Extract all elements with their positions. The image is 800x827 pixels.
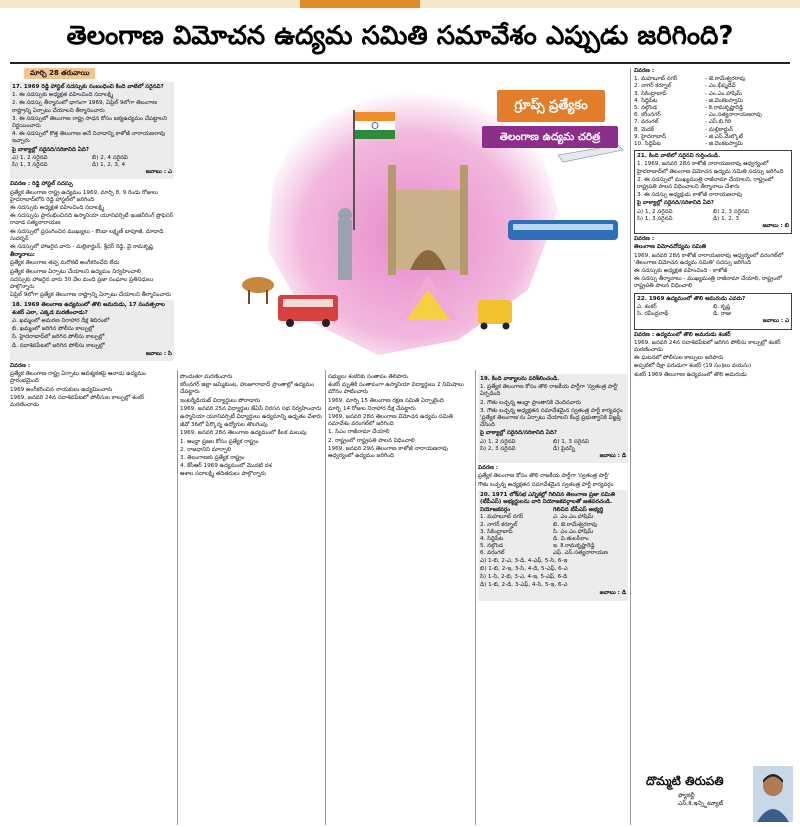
q17-option: సి) 1, 3 సరైనవి xyxy=(12,162,48,169)
bus-vehicle xyxy=(278,295,338,327)
candidate-name: - జి.వెంకటస్వామి xyxy=(705,141,744,148)
q18-option: బి. ఖమ్మంలో జరిగిన పోలీసు కాల్పుల్లో xyxy=(12,326,95,333)
q20-constituency: 4. సిద్దిపేట xyxy=(480,536,504,543)
explanation-2-item: 1969, జనవరి 24న సదాశివపేటలో పోలీసుల కాల్పుల్లో శంకర్ మరణించాడు xyxy=(10,394,145,408)
q17-item: 1. ఈ సదస్సుకు అధ్యక్షత వహించింది సదాలక్ష్మి xyxy=(12,92,114,99)
author-institute: ఎస్.కె.ఇన్స్టిట్యూట్ xyxy=(678,800,724,807)
q20-constituency: 5. నల్గొండ xyxy=(480,543,503,550)
q17-answer: జవాబు : ఎ xyxy=(145,169,172,176)
q20-constituency: 2. నాగర్ కర్నూల్ xyxy=(480,521,518,528)
constituency-name: 6. కరీంనగర్ xyxy=(634,112,661,119)
decision-item: ఏప్రిల్ 9లోగా ప్రత్యేక తెలంగాణ రాష్ట్రాన్ని ఏర్పాటు చేయాలని తీర్మానించారు xyxy=(10,292,171,299)
body-text: సభ్యులు శంకర్‌కు సంతాపం తెలిపారు xyxy=(328,374,408,380)
candidate-name: - ఎం.సత్యనారాయణరావు xyxy=(705,112,762,119)
question-20-block xyxy=(478,490,628,601)
explanation-label: వివరణ : xyxy=(478,465,499,472)
auto-rickshaw xyxy=(478,300,512,330)
q20-match-table xyxy=(480,514,626,557)
body-text: 1969, జనవరి 28న తెలంగాణ విమోచన ఉద్యమ సమితి సమావేశం వరంగల్‌లో జరిగింది xyxy=(328,414,453,428)
q19-option: బి) 1, 3 సరైనవి xyxy=(553,438,589,445)
body-text: జీవో 36లో పేర్కొన్న ఉద్యోగుల తొలగింపు xyxy=(180,422,268,429)
q21-item: 2. ఈ సదస్సులో ముఖ్యమంత్రి రాజీనామా చేయాలని, రాష్ట్రంలో రాష్ట్రపతి పాలన విధించాలని తీర్మానాలు చేశారు xyxy=(637,176,774,191)
question-17-text: 17. 1969 రెడ్డి హాస్టల్ సదస్సుకు సంబంధించి కింది వాటిలో సరైనవి? xyxy=(12,84,164,90)
q19-answer: జవాబు : డి xyxy=(599,453,626,460)
q18-option: ఎ. ఖమ్మంలో అమరణ నిరాహార దీక్ష శిబిరంలో xyxy=(12,317,110,324)
q20-candidate: ఎ. ఎం.ఎం.హాషిమ్ xyxy=(553,514,594,521)
q22-option: బి. కృష్ణ xyxy=(713,303,731,310)
explanation-2-item: ఈ సదస్సు తీర్మానాలు - ముఖ్యమంత్రి రాజీనామా చేయాలి, రాష్ట్రంలో రాష్ట్రపతి పాలన విధించాలి xyxy=(634,276,782,290)
q18-option: సి. హైదరాబాద్‌లో జరిగిన పోలీసు కాల్పుల్లో xyxy=(12,334,105,341)
candidate-name: - ఎం.ఎం.హాషిమ్ xyxy=(705,90,742,97)
constituency-row xyxy=(634,83,792,90)
constituency-row xyxy=(634,141,792,148)
list-item: 1. ఆంధ్రా ప్రజల కోసం ప్రత్యేక రాష్ట్రం xyxy=(180,438,259,445)
list-item: 3. తెలంగాణకు ప్రత్యేక రాష్ట్రం xyxy=(180,455,245,462)
candidate-name: - మల్లికార్జున్ xyxy=(705,126,733,133)
continued-tag: మార్చి 28 తరువాయి xyxy=(24,68,95,79)
q21-item: 1. 1969, జనవరి 28న కాళోజీ నారాయణరావు ఆధ్వర్యంలో హైదరాబాద్‌లో తెలంగాణ విమోచన ఉద్యమ సమితి సదస్సు జరిగింది xyxy=(637,161,784,175)
q20-header-right: గెలిచిన టీపీఎస్ అభ్యర్థి xyxy=(553,507,604,514)
q19-option: సి) 2, 3 సరైనవి xyxy=(480,445,516,452)
constituency-row xyxy=(634,127,792,134)
q20-candidate: ఇ. కె.రామకృష్ణారెడ్డి xyxy=(553,543,595,550)
top-color-strip xyxy=(0,0,800,8)
q21-prompt: పై వాక్యాల్లో సరైనది/సరికానిది ఏది? xyxy=(637,200,715,207)
q21-option: ఎ) 1, 2 సరైనవి xyxy=(637,208,673,215)
explanation-3-item: 1969, జనవరి 24న సదాశివపేటలో జరిగిన పోలీసు కాల్పుల్లో శంకర్ మరణించాడు xyxy=(634,339,781,353)
q20-header-left: నియోజకవర్గం xyxy=(480,507,511,514)
constituency-name: 3. సికింద్రాబాద్ xyxy=(634,90,667,97)
constituency-name: 9. హైదరాబాద్ xyxy=(634,133,667,140)
constituency-name: 4. సిద్దిపేట xyxy=(634,97,658,104)
candidate-name: - జి.వెంకటస్వామి xyxy=(705,97,744,104)
explanation-3-item: శంకర్ 1969 తెలంగాణ ఉద్యమంలో తొలి అమరుడు xyxy=(634,371,747,378)
column-3 xyxy=(328,374,472,824)
question-21-block xyxy=(634,150,792,234)
constituency-name: 2. నాగర్ కర్నూల్ xyxy=(634,83,672,90)
column-divider-3 xyxy=(475,370,476,825)
constituency-row xyxy=(634,91,792,98)
body-text: ఇంటర్మీడియట్ విద్యార్థులు పోరాడారు xyxy=(180,397,261,404)
explanation-item: ఈ సదస్సుకు అధ్యక్షత వహించింది సదాలక్ష్మి xyxy=(10,205,105,212)
question-19-text: 19. కింది వాక్యాలను పరిశీలించండి. xyxy=(480,376,560,382)
headline-rule xyxy=(10,62,790,64)
body-text: శంకర్ మృతికి సంతాపంగా ఉస్మానియా విద్యార్థులు 2 నిమిషాలు మౌనం పాటించారు xyxy=(328,382,464,396)
question-22-text: 22. 1969 ఉద్యమంలో తొలి అమరుడు ఎవరు? xyxy=(637,295,746,302)
q20-constituency: 1. మహబూబ్ నగర్ xyxy=(480,514,524,521)
author-box xyxy=(638,766,793,822)
q19-item: 1. ప్రత్యేక తెలంగాణ కోసం తొలి రాజకీయ పార్టీగా 'స్వతంత్ర పార్టీ' ఏర్పడింది xyxy=(480,384,619,398)
author-photo xyxy=(753,766,793,822)
explanation-item: గౌతు లచ్చన్న అధ్యక్షతన సమావేశమైన స్వతంత్ర పార్టీ కార్యవర్గం xyxy=(478,481,614,488)
explanation-2-item: 1969 అంగీకరించిన నాయకులు ఉద్యమించారు xyxy=(10,386,113,393)
constituency-row xyxy=(634,119,792,126)
explanation-label: వివరణ : xyxy=(634,68,655,74)
explanation-2-label: వివరణ : xyxy=(634,236,655,243)
body-text: ఉస్మానియా యూనివర్సిటీ విద్యార్థులు ఉద్యమాన్ని ఉధృతం చేశారు xyxy=(180,414,322,421)
constituency-list xyxy=(634,76,792,148)
q20-constituency: 3. సికింద్రాబాద్ xyxy=(480,528,513,535)
candidate-name: - ఎస్.బి.గిరి xyxy=(705,119,732,126)
statue-figure xyxy=(338,208,352,280)
q22-option: డి. రాజు xyxy=(713,311,732,318)
explanation-2-item: ఈ సదస్సుకు అధ్యక్షత వహించింది - కాళోజీ xyxy=(634,268,728,275)
column-2 xyxy=(180,374,322,824)
q20-table-row xyxy=(480,529,626,536)
q18-option: డి. సదాశివపేటలో జరిగిన పోలీసు కాల్పుల్లో xyxy=(12,342,105,349)
q21-answer: జవాబు : బి xyxy=(762,223,789,230)
explanation-3-item: ఈ ఘటనలో పోలీసుల కాల్పులు జరిపారు xyxy=(634,355,724,362)
explanation-item: ప్రత్యేక తెలంగాణ కోసం తొలి రాజకీయ పార్టీగా 'స్వతంత్ర పార్టీ' xyxy=(478,473,610,480)
explanation-label: వివరణ : రెడ్డి హాస్టల్ సదస్సు xyxy=(10,181,73,188)
q20-table-row xyxy=(480,522,626,529)
metro-train xyxy=(508,220,618,240)
q17-option: బి) 2, 4 సరైనవి xyxy=(92,154,128,161)
q20-constituency: 6. వరంగల్ xyxy=(480,550,505,557)
q19-option: ఎ) 1, 2 సరైనవి xyxy=(480,438,516,445)
constituency-row xyxy=(634,98,792,105)
body-text: ఆశాల సదాలక్ష్మి తదితరులు పాల్గొన్నారు xyxy=(180,471,266,478)
explanation-2-item: 1969, జనవరి 28న కాళోజీ నారాయణరావు ఆధ్వర్యంలో వరంగల్‌లో 'తెలంగాణ విమోచన ఉద్యమ సమితి' సదస్సు జరిగింది xyxy=(634,252,784,266)
explanation-3-item: అప్పటిలో దీక్షా పరుడుగా శంకర్ (19 సం॥లు వయసు) xyxy=(634,363,752,370)
body-text: 1969, జనవరి 25న విద్యార్థుల జేఏసీ నిరసన సభ నిర్వహించారు xyxy=(180,405,322,412)
q18-answer: జవాబు : సి xyxy=(145,350,172,357)
q19-option: డి) పైవన్నీ xyxy=(553,445,575,452)
body-text: 1969, జనవరి 28న తెలంగాణ ఉద్యమంలో కీలక మలుపు xyxy=(180,430,307,437)
candidate-name: - జె.రామేశ్వరరావు xyxy=(705,76,746,83)
q20-option: డి) 1-బి, 2-డి, 3-ఎఫ్, 4-సి, 5-ఇ, 6-ఎ xyxy=(480,582,568,589)
explanation-item: ప్రత్యేక తెలంగాణ రాష్ట్ర ఉద్యమం 1969, మార్చి 8, 9 రెండు రోజులు హైదరాబాద్‌లోని రెడ్డి హాస్టల్‌లో జరిగింది xyxy=(10,189,158,203)
explanation-3-label: వివరణ : ఉద్యమంలో తొలి అమరుడు శంకర్ xyxy=(634,331,731,338)
candidate-name: - కె.రామకృష్ణారెడ్డి xyxy=(705,105,743,112)
q22-answer: జవాబు : ఎ xyxy=(762,318,789,325)
explanation-2-label: వివరణ : xyxy=(10,362,31,369)
column-5 xyxy=(634,68,792,764)
body-text: మార్చి 14 రోజుల నిరాహార దీక్ష చేపట్టారు xyxy=(328,405,416,412)
list-item: 2. రాజధానిని మార్చాలి xyxy=(180,446,232,453)
groups-special-badge: గ్రూప్స్ ప్రత్యేకం xyxy=(497,90,605,122)
decision-item: సదస్సుకు హాజరైన వారు 30 వేల మంది ప్రజా సంఘాల ప్రతినిధులు పాల్గొన్నారు xyxy=(10,276,154,291)
list-item: 1. సిఎం రాజీనామా చేయాలి xyxy=(328,429,390,436)
decisions-label: తీర్మానాలు: xyxy=(10,252,35,259)
constituency-name: 7. వరంగల్ xyxy=(634,119,659,126)
q20-option: సి) 1-సి, 2-బి, 3-ఎ, 4-ఇ, 5-ఎఫ్, 6-డి xyxy=(480,574,568,581)
q21-option: బి) 2, 3 సరైనవి xyxy=(713,208,749,215)
explanation-item: ఈ సదస్సులో ప్రసంగించిన ముఖ్యులు - కొండా లక్ష్మణ్ బాపూజీ, మాదాడి సుదర్శన్ xyxy=(10,228,164,242)
decision-item: ప్రత్యేక తెలంగాణ తప్ప మరొకటి అంగీకరించేది లేదు xyxy=(10,260,120,267)
q21-option: డి) 1, 2, 3 xyxy=(713,215,739,222)
author-role: ఫ్యాకల్టీ xyxy=(678,792,695,799)
list-item: 2. రాష్ట్రంలో రాష్ట్రపతి పాలన విధించాలి xyxy=(328,437,415,444)
column-4 xyxy=(478,374,628,824)
question-19-block xyxy=(478,374,628,463)
candidate-name: - జి.ఎస్.మేల్కొటే xyxy=(705,133,744,140)
q17-option: ఎ) 1, 2 సరైనవి xyxy=(12,154,48,161)
question-21-text: 21. కింది వాటిలో సరైనవి గుర్తించండి. xyxy=(637,153,721,160)
author-name: దొమ్మటి తిరుపతి xyxy=(646,774,724,788)
q20-table-row xyxy=(480,514,626,521)
constituency-name: 10. సిద్దిపేట xyxy=(634,141,661,148)
q17-prompt: పై వాక్యాల్లో సరైనది/సరికానిది ఏది? xyxy=(12,146,90,153)
q19-item: 2. గౌతు లచ్చన్న ఆంధ్రా ప్రాంతానికి చెందినవారు xyxy=(480,399,581,406)
body-text: కరీంనగర్ జిల్లా జమ్మికుంట, హుజూరాబాద్ ప్రాంతాల్లో ఉద్యమం చేపట్టారు xyxy=(180,382,315,396)
candidate-name: - ఎం.భీష్మదేవ్ xyxy=(705,83,736,90)
deer-figure xyxy=(242,277,274,304)
q20-candidate: సి. ఎం.ఎం.హాషిమ్ xyxy=(553,528,594,535)
question-17-block xyxy=(10,82,174,179)
decision-item: ప్రత్యేక తెలంగాణ ఏర్పాటు చేయాలని ఉద్యమం నిర్వహించాలి xyxy=(10,268,141,275)
q19-item: 3. గౌతు లచ్చన్న అధ్యక్షతన సమావేశమైన స్వతంత్ర పార్టీ కార్యవర్గం 'ప్రత్యేక తెలంగాణ'ను ఏర్పాటు చేయాలని కేంద్ర ప్రభుత్వానికి విజ్ఞప్తి చేసింది xyxy=(480,407,623,429)
movement-history-badge: తెలంగాణ ఉద్యమ చరిత్ర xyxy=(482,126,618,148)
question-18-block xyxy=(10,300,174,360)
body-text: 1969, మార్చి 15 తెలంగాణ రక్షణ సమితి ఏర్పాటైంది xyxy=(328,397,444,404)
q17-item: 3. ఈ సదస్సులో తెలంగాణ రాష్ట్ర సాధన కోసం ఐక్యఉద్యమం చేపట్టాలని నిర్ణయించారు xyxy=(12,115,167,130)
q17-item: 2. ఈ సదస్సు తీర్మానంలో భాగంగా 1969, ఏప్రిల్ 9లోగా తెలంగాణ రాష్ట్రాన్ని ఏర్పాటు చేయాలని తీర్మానించారు xyxy=(12,100,158,114)
q20-table-row xyxy=(480,550,626,557)
q19-prompt: పై వాక్యాల్లో సరైనది/సరికానిది ఏది? xyxy=(480,430,558,437)
question-18-text: 18. 1969 తెలంగాణ ఉద్యమంలో తొలి అమరుడు, 17 సంవత్సరాల శంకర్ ఎలా, ఎక్కడ మరణించాడు? xyxy=(12,302,165,316)
list-item: 4. కేసీఆర్ 1969 ఉద్యమంలో మొదటి దశ xyxy=(180,463,272,470)
q20-option: బి) 1-బి, 2-ఇ, 3-సి, 4-డి, 5-ఎఫ్, 6-ఎ xyxy=(480,565,568,572)
constituency-name: 5. నల్గొండ xyxy=(634,105,657,112)
body-text: పొందుతూ మరణించారు xyxy=(180,374,233,380)
q20-answer: జవాబు : డి xyxy=(599,590,626,597)
column-divider-2 xyxy=(325,370,326,825)
top-strip-accent xyxy=(300,0,420,8)
question-20-text: 20. 1971 లోక్‌సభ ఎన్నికల్లో గెలిచిన తెలంగాణ ప్రజా సమితి (టీపీఎస్) అభ్యర్థులను వారి నియోజకవర్గాలతో జతపరచండి. xyxy=(480,491,615,506)
q17-option: డి) 1, 2, 3, 4 xyxy=(92,162,126,169)
body-text: 1969, జనవరి 29న తెలంగాణ కాళోజీ నారాయణరావు ఆధ్వర్యంలో ఉద్యమం జరిగింది xyxy=(328,445,448,460)
explanation-item: ఈ సదస్సులో హాజరైన వారు - మల్లికార్జున్, శ్రీధర్ రెడ్డి, వై.రామకృష్ణ xyxy=(10,244,153,251)
q21-option: సి) 1, 3 సరైనవి xyxy=(637,215,673,222)
constituency-row xyxy=(634,134,792,141)
constituency-name: 8. మెదక్ xyxy=(634,126,654,133)
q21-item: 3. ఈ సదస్సు అధ్యక్షుడు కాళోజీ నారాయణరావు xyxy=(637,192,743,199)
question-22-block xyxy=(634,293,792,330)
q22-option: సి. రవీంద్రనాథ్ xyxy=(637,311,669,318)
column-divider-4 xyxy=(630,68,631,825)
q22-option: ఎ. శంకర్ xyxy=(637,303,657,310)
author-avatar-icon xyxy=(753,766,793,822)
q20-candidate: డి. వి.తులసీరాం xyxy=(553,536,589,543)
column-1 xyxy=(10,68,174,823)
q20-candidate: బి. జె.రామేశ్వరరావు xyxy=(553,521,598,528)
q20-candidate: ఎఫ్. ఎస్.సత్యనారాయణ xyxy=(553,550,608,557)
column-divider-1 xyxy=(177,370,178,825)
q20-option: ఎ) 1-బి, 2-ఎ, 3-డి, 4-ఎఫ్, 5-సి, 6-ఇ xyxy=(480,557,568,564)
constituency-name: 1. మహబూబ్ నగర్ xyxy=(634,76,678,83)
explanation-item: ఈ సదస్సును ప్రారంభించినది ఉస్మానియా యూనివర్సిటీ ఇంజినీరింగ్ ప్రొఫెసర్ రావాడ సత్యనారాయణ xyxy=(10,213,174,227)
explanation-2-subtitle: తెలంగాణ విమోచనోద్యమ సమితి xyxy=(634,244,707,251)
page-headline: తెలంగాణ విమోచన ఉద్యమ సమితి సమావేశం ఎప్పుడు జరిగింది? xyxy=(66,21,734,51)
explanation-2-item: ప్రత్యేక తెలంగాణ రాష్ట్ర ఏర్పాటు ఆవశ్యకతపై ఆనాడు ఉద్యమం ప్రారంభమైంది xyxy=(10,371,146,385)
q17-item: 4. ఈ సదస్సులో కొత్త తెలంగాణ అనే నినాదాన్ని కాళోజీ నారాయణరావు ఇచ్చారు xyxy=(12,131,166,145)
